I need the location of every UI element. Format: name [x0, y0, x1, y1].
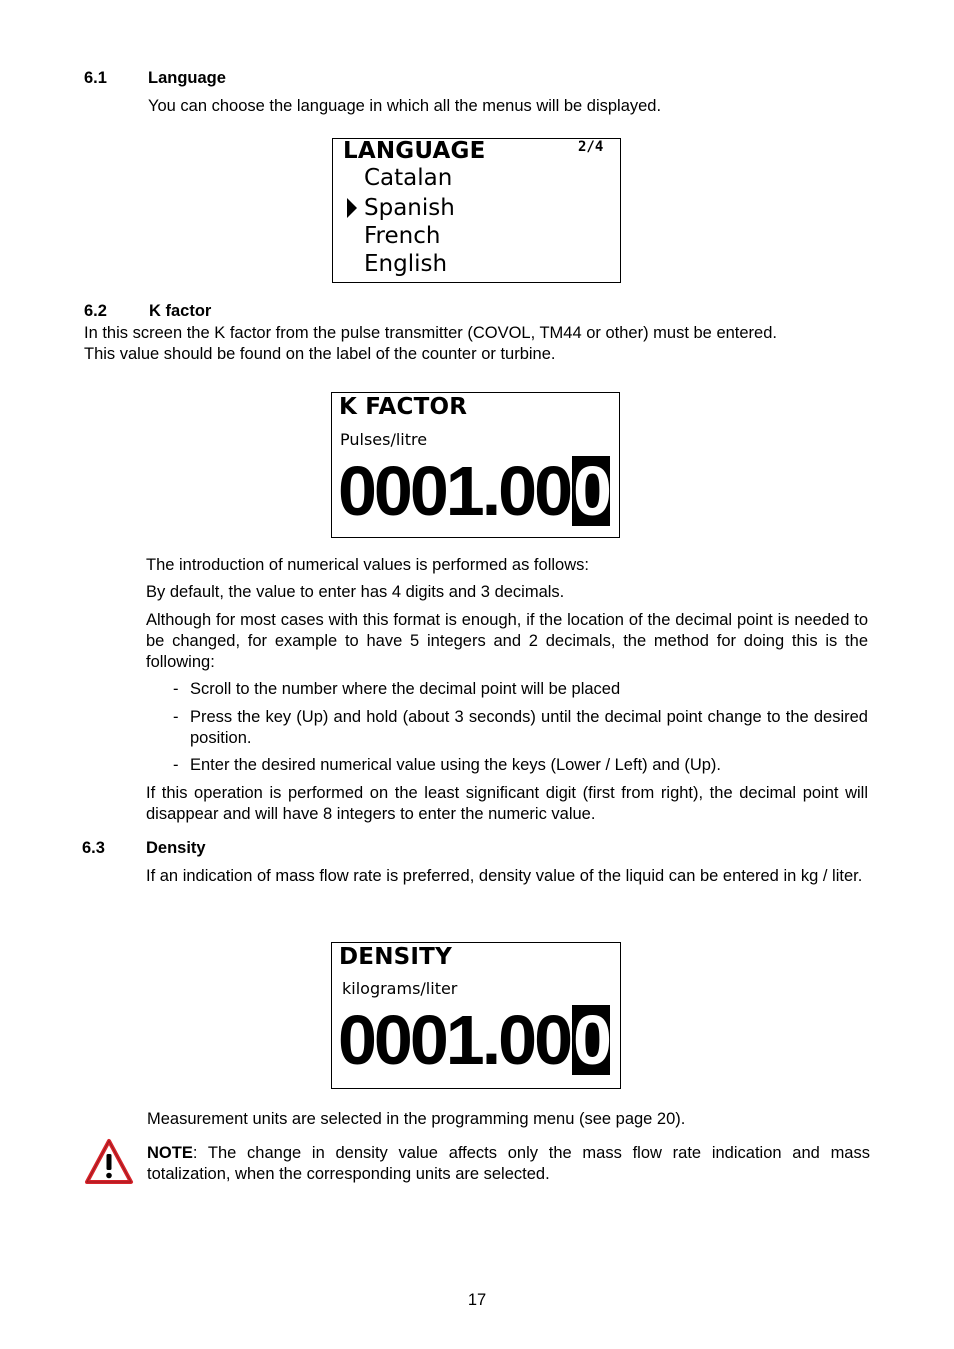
kfactor-value-display	[338, 452, 610, 530]
kfactor-lcd-screen	[331, 392, 620, 538]
language-item: French	[364, 223, 441, 249]
section-6-2-number: 6.2	[84, 302, 107, 320]
lcd-unit-label: Pulses/litre	[340, 430, 428, 449]
warning-triangle-icon	[84, 1138, 134, 1185]
section-6-3-text: If an indication of mass flow rate is preferred, density value of the liquid can be entered in kg / liter.	[146, 867, 863, 885]
bullet-marker: -	[173, 708, 179, 726]
units-note: Measurement units are selected in the programming menu (see page 20).	[147, 1110, 686, 1128]
lcd-unit-label: kilograms/liter	[342, 979, 458, 998]
language-item: English	[364, 251, 448, 277]
density-value: 0001.00	[338, 1001, 571, 1079]
section-6-1-number: 6.1	[84, 69, 107, 87]
lcd-title: LANGUAGE	[343, 138, 486, 164]
bullet-item: Scroll to the number where the decimal point will be placed	[190, 680, 621, 698]
section-6-1-text: You can choose the language in which all the menus will be displayed.	[148, 97, 662, 115]
note-label: NOTE	[147, 1144, 193, 1162]
section-6-2-text-line2: This value should be found on the label of the counter or turbine.	[84, 345, 556, 363]
edit-cursor-digit: 0	[573, 1001, 609, 1079]
section-6-3-number: 6.3	[82, 839, 105, 857]
density-value-display	[338, 1001, 610, 1079]
section-6-3-title: Density	[146, 839, 206, 857]
lcd-title: DENSITY	[339, 944, 452, 970]
note-text: : The change in density value affects only the mass flow rate indication and mass totalization, when the corresponding units are selected.	[147, 1144, 870, 1183]
section-6-1-title: Language	[148, 69, 226, 87]
numeric-entry-default: By default, the value to enter has 4 digits and 3 decimals.	[146, 583, 565, 601]
section-6-2-title: K factor	[149, 302, 212, 320]
numeric-entry-explanation: Although for most cases with this format is enough, if the location of the decimal point is needed to be changed, for example to have 5 integers and 2 decimals, the method for doing this is the following:	[146, 611, 868, 671]
lcd-title: K FACTOR	[339, 394, 468, 420]
language-item: Catalan	[364, 165, 453, 191]
bullet-item: Press the key (Up) and hold (about 3 seconds) until the decimal point change to the desired position.	[190, 708, 868, 747]
edit-cursor-digit: 0	[573, 452, 609, 530]
density-lcd-screen	[331, 942, 621, 1089]
language-lcd-screen	[332, 138, 621, 283]
bullet-marker: -	[173, 756, 179, 774]
kfactor-value: 0001.00	[338, 452, 571, 530]
numeric-entry-lsd-note: If this operation is performed on the least significant digit (first from right), the decimal point will disappear and will have 8 integers to enter the numeric value.	[146, 784, 868, 823]
bullet-item: Enter the desired numerical value using the keys (Lower / Left) and (Up).	[190, 756, 722, 774]
language-item-selected: Spanish	[364, 195, 455, 221]
selection-arrow-icon	[347, 198, 357, 218]
section-6-2-text-line1: In this screen the K factor from the pulse transmitter (COVOL, TM44 or other) must be entered.	[84, 324, 777, 342]
page-indicator: 2/4	[578, 139, 604, 155]
bullet-marker: -	[173, 680, 179, 698]
note-paragraph	[147, 1143, 870, 1185]
numeric-entry-intro: The introduction of numerical values is performed as follows:	[146, 556, 589, 574]
page-number: 17	[467, 1291, 487, 1309]
